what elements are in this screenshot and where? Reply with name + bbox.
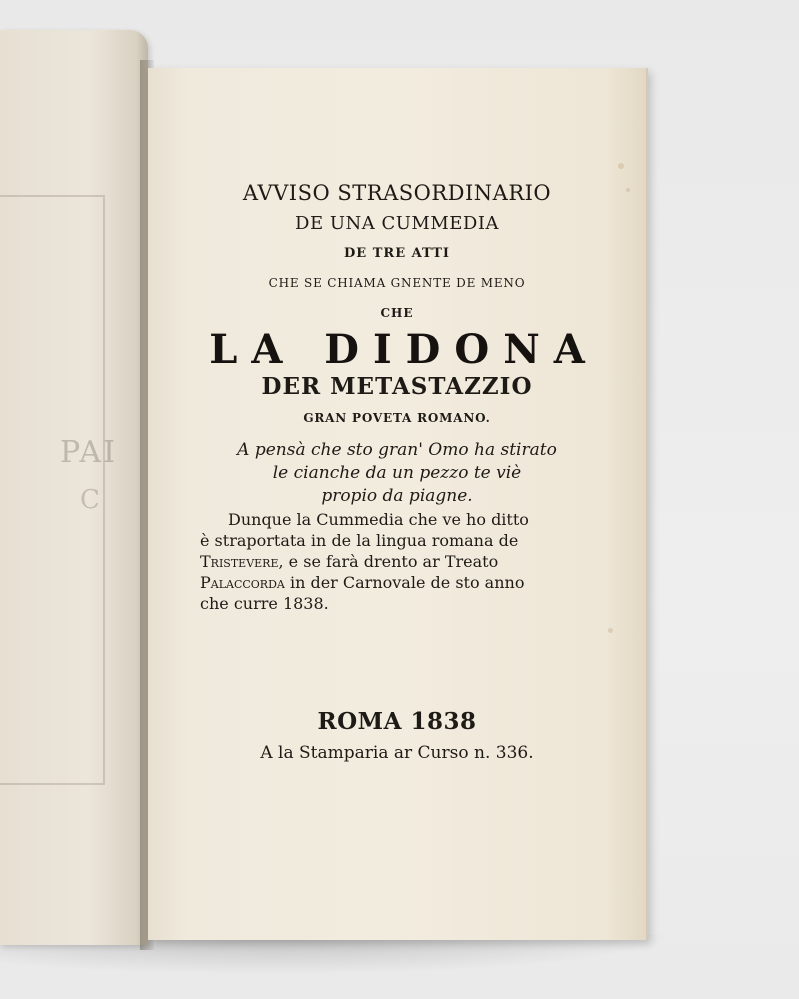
heading-line-2: DE UNA CUMMEDIA	[295, 213, 499, 234]
printer-imprint: A la Stamparia ar Curso n. 336.	[260, 743, 534, 763]
paragraph-line-3-rest: , e se farà drento ar Treato	[278, 552, 499, 571]
author-description: GRAN POVETA ROMANO.	[303, 411, 491, 425]
paragraph-line-1: Dunque la Cummedia che ve ho ditto	[228, 510, 529, 529]
heading-line-4: CHE SE CHIAMA GNENTE DE MENO	[268, 276, 526, 290]
paragraph-line-5: che curre 1838.	[200, 594, 329, 613]
paragraph-line-4	[200, 573, 558, 592]
foxing-spot	[608, 628, 613, 633]
left-page-ghost-text-2: C	[80, 485, 100, 515]
left-page	[0, 30, 148, 945]
italic-line-1: A pensà che sto gran' Omo ha stirato	[237, 440, 557, 460]
left-page-ghost-text: PAI	[60, 435, 117, 470]
italic-line-2: le cianche da un pezzo te viè	[272, 463, 522, 483]
place-and-date: ROMA 1838	[317, 708, 477, 735]
theatre-name-palaccorda: Palaccorda	[200, 573, 285, 592]
paragraph-line-2: è straportata in de la lingua romana de	[200, 531, 519, 550]
title-page	[148, 68, 648, 940]
paragraph-line-3	[200, 552, 558, 571]
author-name: DER METASTAZZIO	[261, 373, 533, 400]
heading-line-3: DE TRE ATTI	[344, 246, 450, 261]
italic-line-3: propio da piagne.	[321, 486, 473, 506]
foxing-spot	[618, 163, 624, 169]
place-name-tristevere: Tristevere	[200, 552, 279, 571]
heading-line-1: AVVISO STRASORDINARIO	[242, 181, 552, 205]
paragraph-line-4-rest: in der Carnovale de sto anno	[284, 573, 525, 592]
main-title: LA DIDONA	[209, 326, 599, 373]
heading-line-5: CHE	[380, 306, 414, 320]
